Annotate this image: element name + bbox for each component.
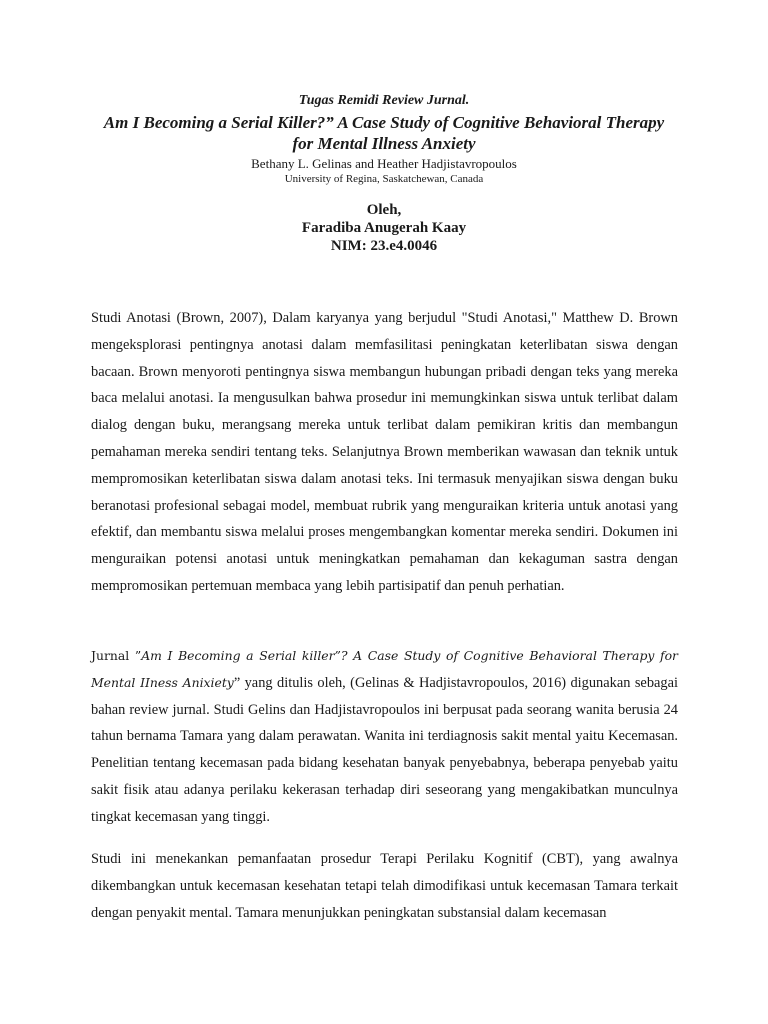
byline-name: Faradiba Anugerah Kaay	[301, 220, 467, 236]
journal-title-line-1: Am I Becoming a Serial Killer?” A Case Study of Cognitive Behavioral Therapy	[103, 113, 665, 132]
course-title: Tugas Remidi Review Jurnal.	[298, 93, 470, 108]
byline-oleh: Oleh,	[366, 202, 402, 218]
paragraph-2-quote-close: ”	[233, 674, 241, 691]
journal-affiliation: University of Regina, Saskatchewan, Canada	[284, 173, 484, 185]
paragraph-2-body: yang ditulis oleh, (Gelinas & Hadjistavropoulos, 2016) digunakan sebagai bahan review jurnal. Studi Gelins dan Hadjistavropoulos ini berpusat pada seorang wanita berusia 24 tahun bernama Tamara yang dalam perawatan. Wanita ini terdiagnosis sakit mental yaitu Kecemasan. Penelitian tentang kecemasan pada bidang kesehatan banyak penyebabnya, beberapa penyebab yaitu sakit fisik atau adanya perilaku kekerasan terhadap diri seseorang yang mengakibatkan munculnya tingkat kecemasan yang tinggi.	[91, 674, 678, 825]
paragraph-3: Studi ini menekankan pemanfaatan prosedur Terapi Perilaku Kognitif (CBT), yang awalnya dikembangkan untuk kecemasan kesehatan tetapi telah dimodifikasi untuk kecemasan Tamara terkait dengan penyakit mental. Tamara menunjukkan peningkatan substansial dalam kecemasan	[91, 851, 678, 921]
paragraph-1: Studi Anotasi (Brown, 2007), Dalam karyanya yang berjudul "Studi Anotasi," Matthew D. Brown mengeksplorasi pentingnya anotasi dalam memfasilitasi peningkatan keterlibatan siswa dengan bacaan. Brown menyoroti pentingnya siswa membangun hubungan pribadi dengan teks yang mereka baca melalui anotasi. Ia mengusulkan bahwa prosedur ini memungkinkan siswa untuk terlibat dalam dialog dengan buku, merangsang mereka untuk terlibat dalam pemikiran kritis dan membangun pemahaman mereka sendiri tentang teks. Selanjutnya Brown memberikan wawasan dan teknik untuk mempromosikan keterlibatan siswa dalam anotasi teks. Ini termasuk menyajikan siswa dengan buku beranotasi profesional sebagai model, membuat rubrik yang menguraikan kriteria untuk anotasi yang efektif, dan membantu siswa melalui proses mengembangkan komentar mereka sendiri. Dokumen ini menguraikan potensi anotasi untuk meningkatkan pemahaman dan kekaguman sastra dengan mempromosikan pertemuan membaca yang lebih partisipatif dan penuh perhatian.	[91, 310, 678, 594]
journal-authors: Bethany L. Gelinas and Heather Hadjistavropoulos	[251, 156, 517, 171]
paragraph-2	[91, 643, 678, 831]
journal-title-line-2: for Mental Illness Anxiety	[292, 134, 476, 153]
paragraph-2-lead: Jurnal ”	[91, 648, 142, 663]
document-header	[0, 92, 768, 255]
paragraph-2-journal-title: Am I Becoming a Serial killer”? A Case Study of Cognitive Behavioral Therapy for Mental IIness Anixiety	[91, 648, 678, 690]
byline-nim: NIM: 23.e4.0046	[330, 238, 438, 254]
byline	[0, 201, 768, 255]
